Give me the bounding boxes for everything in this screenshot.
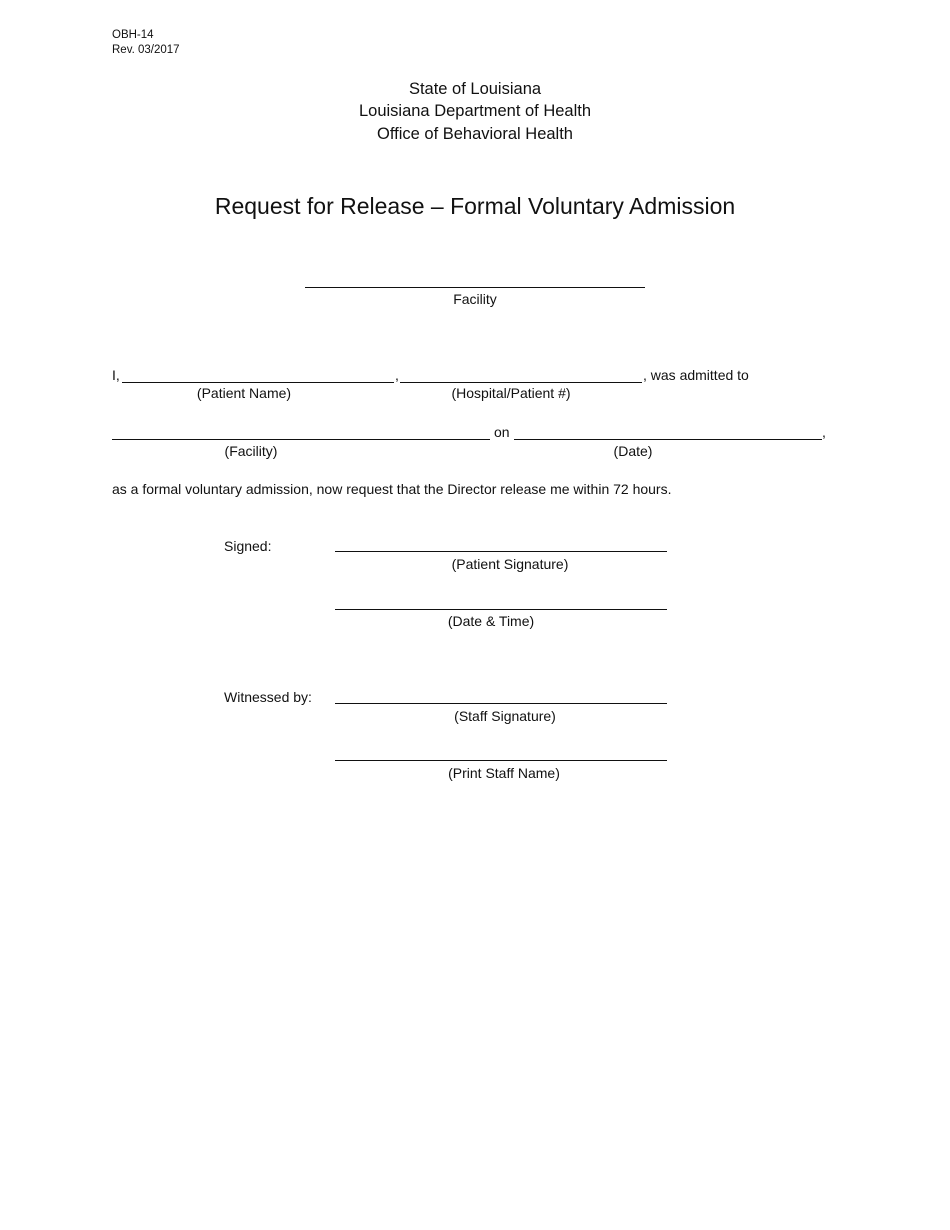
witnessed-label: Witnessed by:: [224, 689, 312, 705]
date-time-label: (Date & Time): [447, 613, 535, 629]
was-admitted-text: , was admitted to: [643, 367, 749, 383]
print-staff-name-field[interactable]: [335, 760, 667, 761]
facility-top-label: Facility: [453, 291, 497, 307]
header-office: Office of Behavioral Health: [377, 125, 573, 143]
on-text: on: [494, 424, 510, 440]
comma: ,: [822, 424, 826, 440]
header-department: Louisiana Department of Health: [358, 102, 592, 120]
signed-label: Signed:: [224, 538, 272, 554]
date-field[interactable]: [514, 439, 822, 440]
staff-signature-field[interactable]: [335, 703, 667, 704]
date-label: (Date): [613, 443, 653, 459]
patient-name-field[interactable]: [122, 382, 394, 383]
form-code: OBH-14: [112, 29, 154, 41]
print-staff-name-label: (Print Staff Name): [448, 765, 560, 781]
facility-field[interactable]: [112, 439, 490, 440]
revision-date: Rev. 03/2017: [112, 44, 180, 56]
patient-signature-field[interactable]: [335, 551, 667, 552]
hospital-patient-label: (Hospital/Patient #): [451, 385, 571, 401]
facility-top-field[interactable]: [305, 287, 645, 288]
hospital-patient-number-field[interactable]: [400, 382, 642, 383]
comma: ,: [395, 367, 399, 383]
i-prefix: I,: [112, 367, 120, 383]
patient-signature-label: (Patient Signature): [451, 556, 569, 572]
release-statement: as a formal voluntary admission, now request that the Director release me within 72 hours.: [112, 481, 672, 497]
staff-signature-label: (Staff Signature): [454, 708, 556, 724]
facility-label: (Facility): [224, 443, 278, 459]
header-state: State of Louisiana: [408, 80, 542, 98]
page-title: Request for Release – Formal Voluntary Admission: [214, 193, 736, 219]
date-time-field[interactable]: [335, 609, 667, 610]
patient-name-label: (Patient Name): [196, 385, 292, 401]
